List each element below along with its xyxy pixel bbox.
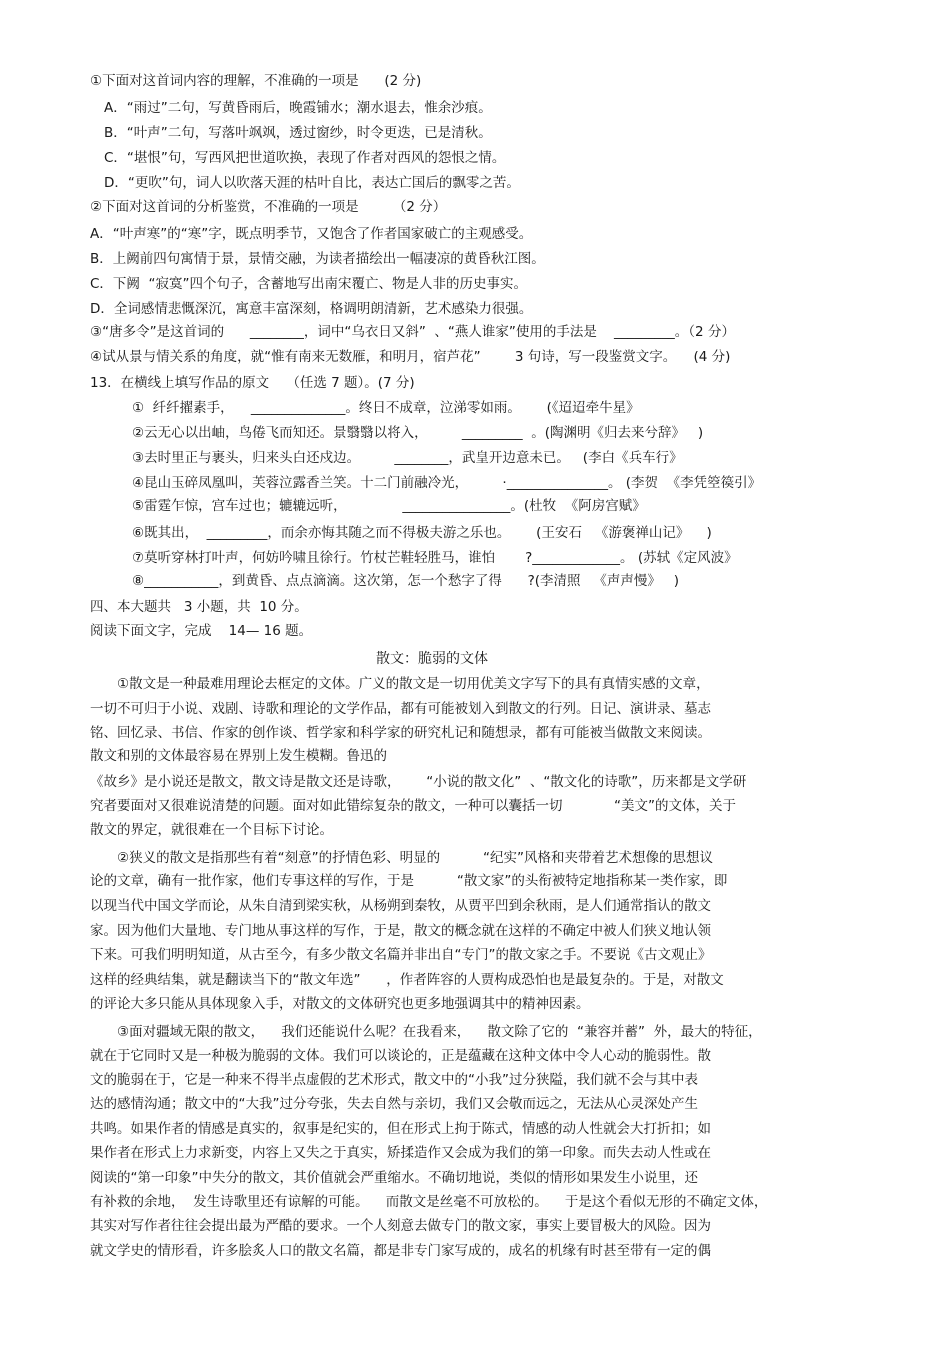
- q13-item-2: ②云无心以出岫，鸟倦飞而知还。景翳翳以将入， _________ 。(陶渊明《归去来兮辞》 ): [132, 425, 704, 441]
- q12-1-option-b: B．“叶声”二句，写落叶飒飒，透过窗纱，时令更迭，已是清秋。: [104, 125, 492, 141]
- essay-p3-line: 就在于它同时又是一种极为脆弱的文体。我们可以谈论的，正是蕴藏在这种文体中令人心动的脆弱性。散: [90, 1048, 711, 1064]
- essay-p3-line: ③面对疆域无限的散文， 我们还能说什么呢？在我看来， 散文除了它的 “兼容并蓄” 外，最大的特征，: [117, 1024, 762, 1040]
- q12-4: ④试从景与情关系的角度，就“惟有南来无数雁，和明月，宿芦花” 3 句诗，写一段鉴赏文字。 (4 分): [90, 349, 731, 365]
- q13-item-4: ④昆山玉碎凤凰叫，芙蓉泣露香兰笑。十二门前融冷光， ·_______________。 (李贺 《李凭箜篌引》: [132, 475, 762, 491]
- essay-p3-line: 就文学史的情形看，许多脍炙人口的散文名篇，都是非专门家写成的，成名的机缘有时甚至带有一定的偶: [90, 1243, 711, 1259]
- q12-2-stem: ②下面对这首词的分析鉴赏，不准确的一项是 （2 分）: [90, 199, 447, 215]
- q13-item-7: ⑦莫听穿林打叶声，何妨吟啸且徐行。竹杖芒鞋轻胜马，谁怕 ?_____________。 (苏轼《定风波》: [132, 550, 738, 566]
- essay-p3-line: 果作者在形式上力求新变，内容上又失之于真实，矫揉造作又会成为我们的第一印象。而失去动人性或在: [90, 1145, 711, 1161]
- essay-p1-line: 究者要面对又很难说清楚的问题。面对如此错综复杂的散文，一种可以囊括一切 “美文”的文体，关于: [90, 798, 736, 814]
- essay-p2-line: 以现当代中国文学而论，从朱自清到梁实秋，从杨朔到秦牧，从贾平凹到余秋雨，是人们通常指认的散文: [90, 898, 711, 914]
- essay-p3-line: 文的脆弱在于，它是一种来不得半点虚假的艺术形式，散文中的“小我”过分狭隘，我们就不会与其中表: [90, 1072, 698, 1088]
- essay-p3-line: 共鸣。如果作者的情感是真实的，叙事是纪实的，但在形式上拘于陈式，情感的动人性就会大打折扣；如: [90, 1121, 711, 1137]
- q12-2-option-c: C．下阙 “寂寞”四个句子，含蓄地写出南宋覆亡、物是人非的历史事实。: [90, 276, 527, 292]
- essay-p2-line: 的评论大多只能从具体现象入手，对散文的文体研究也更多地强调其中的精神因素。: [90, 996, 590, 1012]
- q13-stem: 13．在横线上填写作品的原文 （任选 7 题）。(7 分): [90, 375, 415, 391]
- essay-p3-line: 有补救的余地， 发生诗歌里还有谅解的可能。 而散文是丝毫不可放松的。 于是这个看似无形的不确定文体，: [90, 1194, 768, 1210]
- essay-p3-line: 其实对写作者往往会提出最为严酷的要求。一个人刻意去做专门的散文家，事实上要冒极大的风险。因为: [90, 1218, 711, 1234]
- essay-p2-line: ②狭义的散文是指那些有着“刻意”的抒情色彩、明显的 “纪实”风格和夹带着艺术想像的思想议: [117, 850, 713, 866]
- section4-heading: 四、本大题共 3 小题，共 10 分。: [90, 599, 308, 615]
- q13-item-1: ① 纤纤擢素手， ______________。终日不成章，泣涕零如雨。 (《迢迢牵牛星》: [132, 400, 640, 416]
- essay-p1-line: 铭、回忆录、书信、作家的创作谈、哲学家和科学家的研究札记和随想录，都有可能被当做散文来阅读。: [90, 725, 711, 741]
- essay-p1-line: 一切不可归于小说、戏剧、诗歌和理论的文学作品，都有可能被划入到散文的行列。日记、演讲录、墓志: [90, 701, 711, 717]
- q12-1-stem: ①下面对这首词内容的理解，不准确的一项是 (2 分): [90, 73, 422, 89]
- essay-p2-line: 下来。可我们明明知道，从古至今，有多少散文名篇并非出自“专门”的散文家之手。不要说《古文观止》: [90, 947, 712, 963]
- essay-p2-line: 论的文章，确有一批作家，他们专事这样的写作，于是 “散文家”的头衔被特定地指称某一类作家，即: [90, 873, 728, 889]
- q12-2-option-a: A．“叶声寒”的“寒”字，既点明季节，又饱含了作者国家破亡的主观感受。: [90, 226, 533, 242]
- q12-2-option-d: D．全词感情悲慨深沉，寓意丰富深刻，格调明朗清新，艺术感染力很强。: [90, 301, 533, 317]
- essay-p2-line: 家。因为他们大量地、专门地从事这样的写作，于是，散文的概念就在这样的不确定中被人们狭义地认领: [90, 923, 711, 939]
- essay-p3-line: 达的感情沟通；散文中的“大我”过分夸张，失去自然与亲切，我们又会敬而远之，无法从心灵深处产生: [90, 1096, 698, 1112]
- essay-p1-line: 散文和别的文体最容易在界别上发生模糊。鲁迅的: [90, 748, 387, 764]
- q12-1-option-d: D．“更吹”句，词人以吹落天涯的枯叶自比，表达亡国后的飘零之苦。: [104, 175, 520, 191]
- essay-p2-line: 这样的经典结集，就是翻读当下的“散文年选” ，作者阵容的人贾构成恐怕也是最复杂的。于是，对散文: [90, 972, 724, 988]
- essay-p1-line: 《故乡》是小说还是散文，散文诗是散文还是诗歌， “小说的散文化” 、“散文化的诗歌”，历来都是文学研: [90, 774, 747, 790]
- q13-item-8: ⑧___________，到黄昏、点点滴滴。这次第，怎一个愁字了得 ?(李清照 《声声慢》 ): [132, 573, 680, 589]
- q13-item-5: ⑤雷霆乍惊，宫车过也；辘辘远听， ________________。(杜牧 《阿房宫赋》: [132, 498, 646, 514]
- essay-p3-line: 阅读的“第一印象”中失分的散文，其价值就会严重缩水。不确切地说，类似的情形如果发生小说里，还: [90, 1170, 698, 1186]
- essay-p1-line: ①散文是一种最难用理论去框定的文体。广义的散文是一切用优美文字写下的具有真情实感的文章，: [117, 676, 710, 692]
- essay-title: 散文：脆弱的文体: [376, 651, 488, 667]
- q13-item-6: ⑥既其出， _________，而余亦悔其随之而不得极夫游之乐也。 (王安石 《游褒禅山记》 ): [132, 525, 712, 541]
- q12-2-option-b: B．上阙前四句寓情于景，景情交融，为读者描绘出一幅凄凉的黄昏秋江图。: [90, 251, 545, 267]
- reading-instruction: 阅读下面文字，完成 14— 16 题。: [90, 623, 313, 639]
- essay-p1-line: 散文的界定，就很难在一个目标下讨论。: [90, 822, 333, 838]
- q12-1-option-c: C．“堪恨”句，写西风把世道吹换，表现了作者对西风的怨恨之情。: [104, 150, 506, 166]
- q12-1-option-a: A．“雨过”二句，写黄昏雨后，晚霞铺水；潮水退去，惟余沙痕。: [104, 100, 492, 116]
- q13-item-3: ③去时里正与裹头，归来头白还戍边。 ________，武皇开边意未已。 (李白《兵车行》: [132, 450, 683, 466]
- q12-3: ③“唐多令”是这首词的 ________，词中“乌衣日又斜” 、“燕人谁家”使用的手法是 _________。（2 分）: [90, 324, 735, 340]
